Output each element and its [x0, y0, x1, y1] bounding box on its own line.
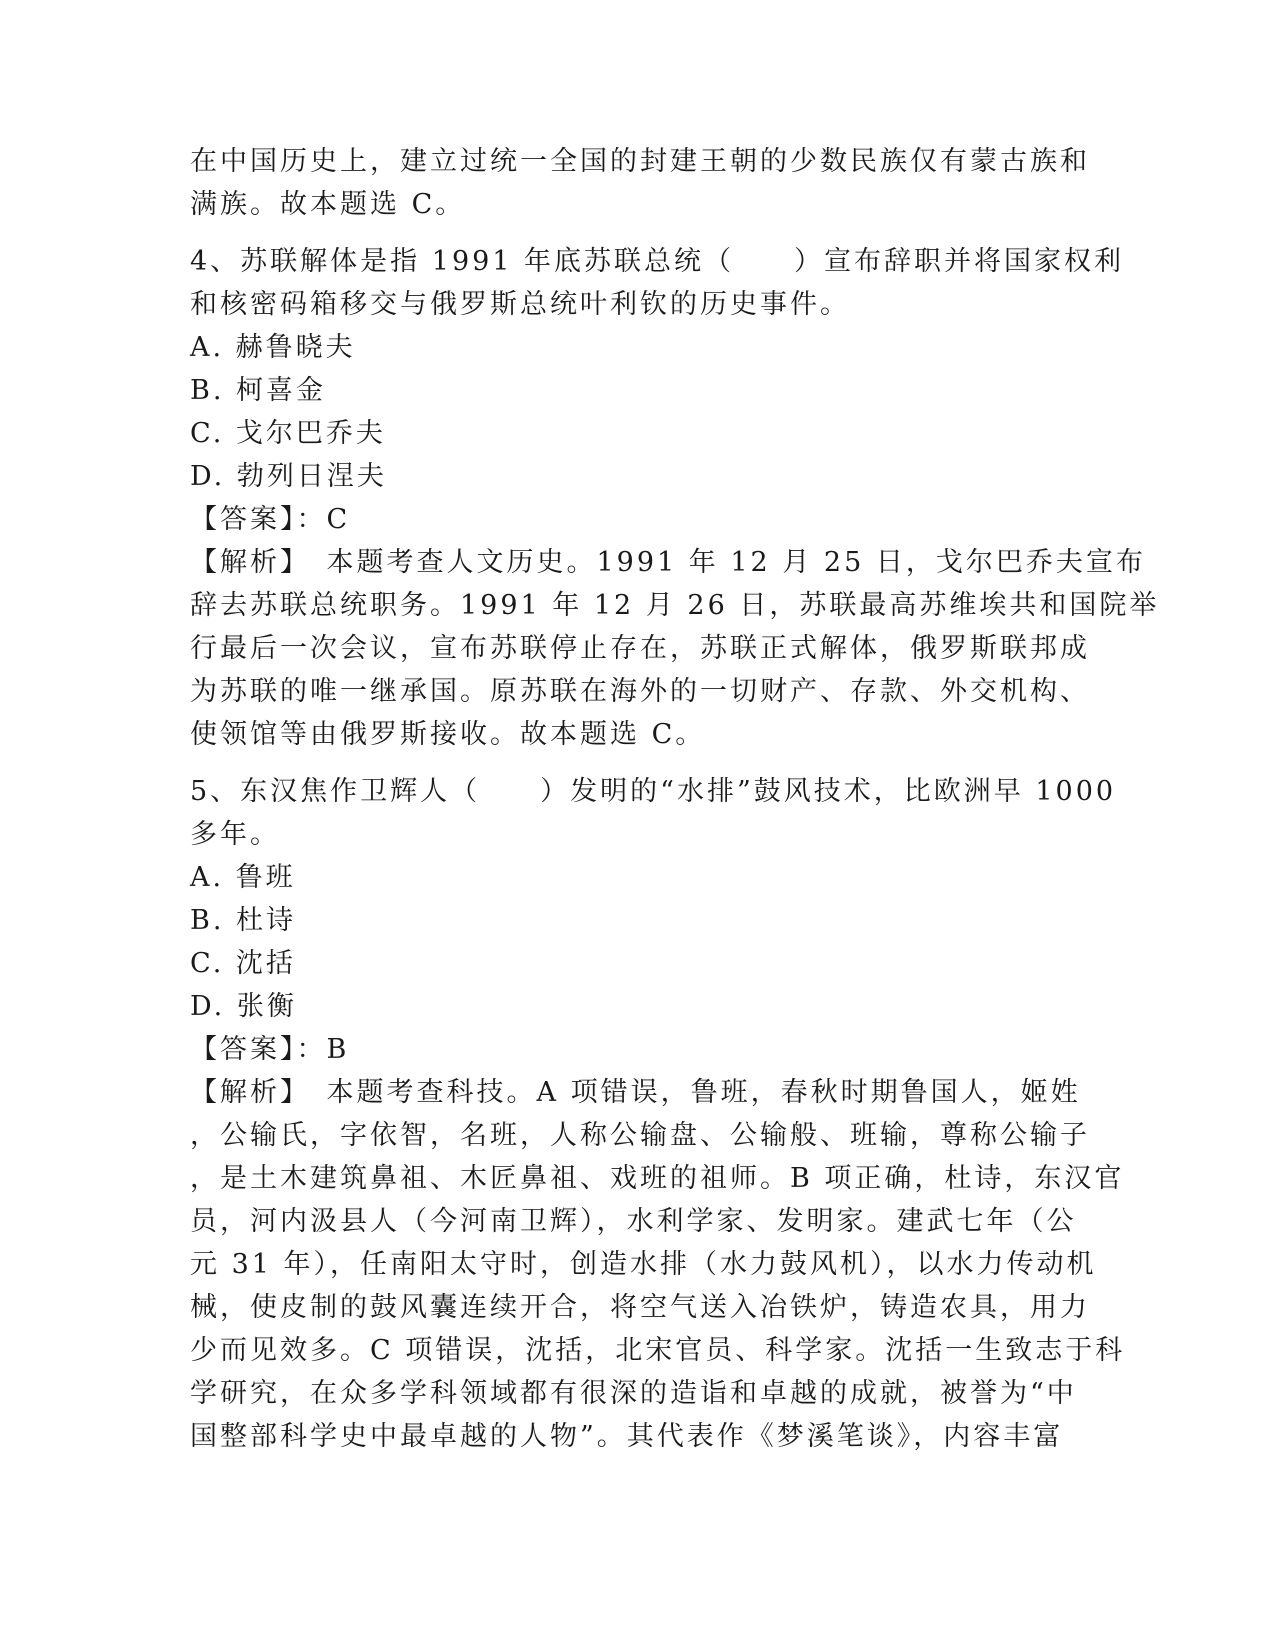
option-b: B. 杜诗 [190, 905, 297, 936]
analysis-line: 【解析】 本题考查科技。A 项错误，鲁班，春秋时期鲁国人，姬姓 [190, 1077, 1081, 1108]
paragraph-gap [190, 226, 1090, 240]
analysis-line: 国整部科学史中最卓越的人物”。其代表作《梦溪笔谈》，内容丰富 [190, 1421, 1064, 1452]
option-d: D. 勃列日涅夫 [190, 461, 387, 492]
answer-line: 【答案】：C [190, 504, 351, 535]
analysis-line: 员，河内汲县人（今河南卫辉），水利学家、发明家。建武七年（公 [190, 1206, 1077, 1237]
paragraph-gap [190, 756, 1090, 770]
analysis-line: 【解析】 本题考查人文历史。1991 年 12 月 25 日，戈尔巴乔夫宣布 [190, 547, 1146, 578]
option-b: B. 柯喜金 [190, 375, 327, 406]
analysis-line: 少而见效多。C 项错误，沈括，北宋官员、科学家。沈括一生致志于科 [190, 1335, 1126, 1366]
question-text-line: 4、苏联解体是指 1991 年底苏联总统（ ）宣布辞职并将国家权利 [190, 246, 1125, 277]
option-d: D. 张衡 [190, 991, 297, 1022]
analysis-line: 学研究，在众多学科领域都有很深的造诣和卓越的成就，被誉为“中 [190, 1378, 1077, 1409]
option-a: A. 鲁班 [190, 862, 296, 893]
analysis-line: ，公输氏，字依智，名班，人称公输盘、公输般、班输，尊称公输子 [190, 1120, 1090, 1151]
analysis-line: 行最后一次会议，宣布苏联停止存在，苏联正式解体，俄罗斯联邦成 [190, 633, 1090, 664]
question-text-line: 和核密码箱移交与俄罗斯总统叶利钦的历史事件。 [190, 289, 850, 320]
analysis-line: 械，使皮制的鼓风囊连续开合，将空气送入冶铁炉，铸造农具，用力 [190, 1292, 1090, 1323]
option-c: C. 沈括 [190, 948, 296, 979]
text-line: 在中国历史上，建立过统一全国的封建王朝的少数民族仅有蒙古族和 [190, 146, 1090, 177]
question-5 [190, 770, 1126, 1458]
analysis-line: 为苏联的唯一继承国。原苏联在海外的一切财产、存款、外交机构、 [190, 676, 1090, 707]
analysis-line: ，是土木建筑鼻祖、木匠鼻祖、戏班的祖师。B 项正确，杜诗，东汉官 [190, 1163, 1125, 1194]
analysis-line: 辞去苏联总统职务。1991 年 12 月 26 日，苏联最高苏维埃共和国院举 [190, 590, 1160, 621]
analysis-line: 使领馆等由俄罗斯接收。故本题选 C。 [190, 719, 706, 750]
question-text-line: 多年。 [190, 819, 280, 850]
text-line: 满族。故本题选 C。 [190, 189, 466, 220]
document-content [190, 140, 1160, 1458]
option-c: C. 戈尔巴乔夫 [190, 418, 386, 449]
analysis-line: 元 31 年），任南阳太守时，创造水排（水力鼓风机），以水力传动机 [190, 1249, 1097, 1280]
answer-line: 【答案】：B [190, 1034, 350, 1065]
question-4 [190, 240, 1160, 756]
option-a: A. 赫鲁晓夫 [190, 332, 356, 363]
previous-analysis-tail [190, 140, 1090, 226]
question-text-line: 5、东汉焦作卫辉人（ ）发明的“水排”鼓风技术，比欧洲早 1000 [190, 776, 1117, 807]
